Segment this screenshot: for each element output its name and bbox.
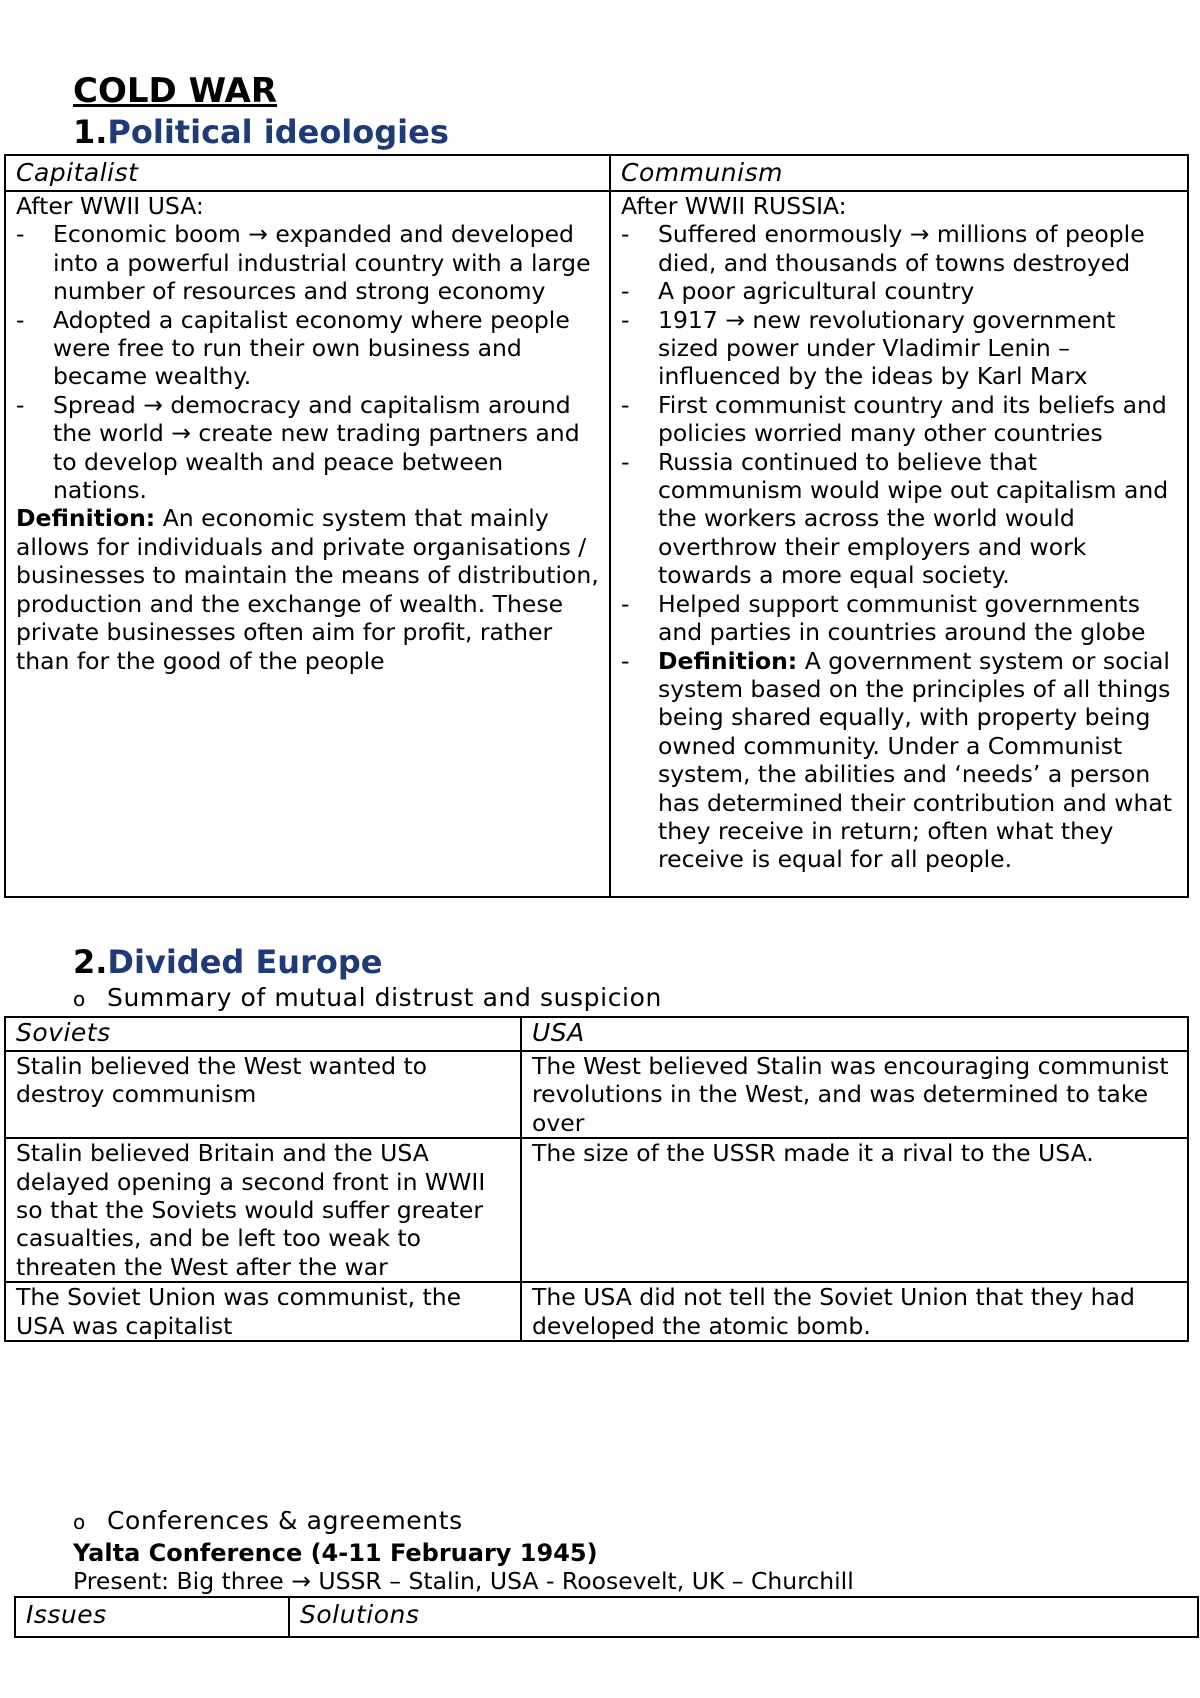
- communism-intro: After WWII RUSSIA:: [621, 192, 847, 220]
- list-item: - Spread → democracy and capitalism around the world → create new trading partners and to develop wealth and peace between nations.: [16, 391, 599, 505]
- usa-cell: The West believed Stalin was encouraging communist revolutions in the West, and was determined to take over: [521, 1051, 1188, 1138]
- bullet-distrust-text: Summary of mutual distrust and suspicion: [107, 983, 662, 1012]
- definition-text: A government system or social system based on the principles of all things being shared equally, with property being owned community. Under a Communist system, the abilities and ‘needs’ a person has determined their contribution and what they receive in return; often what they receive is equal for all people.: [658, 646, 1172, 874]
- table-row: [5, 1282, 1188, 1341]
- capitalist-intro: After WWII USA:: [16, 192, 204, 220]
- circle-bullet-icon: o: [73, 987, 86, 1011]
- capitalist-cell: [5, 191, 610, 897]
- soviets-cell: Stalin believed Britain and the USA delayed opening a second front in WWII so that the Soviets would suffer greater casualties, and be left too weak to threaten the West after the war: [5, 1138, 521, 1282]
- bullet-conferences: [73, 1506, 463, 1537]
- soviets-cell: The Soviet Union was communist, the USA was capitalist: [5, 1282, 521, 1341]
- section-1-heading: [73, 114, 449, 150]
- ideologies-header-row: [5, 155, 1188, 191]
- usa-cell: The USA did not tell the Soviet Union that they had developed the atomic bomb.: [521, 1282, 1188, 1341]
- section-1-number: 1.: [73, 113, 108, 151]
- section-2-heading: [73, 944, 382, 980]
- list-item: - Economic boom → expanded and developed into a powerful industrial country with a large number of resources and strong economy: [16, 220, 599, 305]
- bullet-distrust: [73, 983, 662, 1014]
- list-item: - 1917 → new revolutionary government sized power under Vladimir Lenin – influenced by the ideas by Karl Marx: [621, 306, 1177, 391]
- header-issues: Issues: [15, 1597, 289, 1637]
- definition-label: Definition:: [16, 504, 156, 533]
- table-row: [5, 1138, 1188, 1282]
- definition-label: Definition:: [658, 646, 798, 675]
- list-item: [621, 647, 1177, 874]
- circle-bullet-icon: o: [73, 1510, 86, 1534]
- list-item: - First communist country and its beliefs and policies worried many other countries: [621, 391, 1177, 448]
- yalta-header-row: [15, 1597, 1198, 1637]
- definition-text: An economic system that mainly allows for individuals and private organisations / businesses to maintain the means of distribution, production and the exchange of wealth. These private businesses often aim for profit, rather than for the good of the people: [16, 504, 599, 675]
- usa-cell: The size of the USSR made it a rival to the USA.: [521, 1138, 1188, 1282]
- capitalist-points: [16, 220, 599, 504]
- list-item: - Russia continued to believe that communism would wipe out capitalism and the workers across the world would overthrow their employers and work towards a more equal society.: [621, 448, 1177, 590]
- bullet-conferences-text: Conferences & agreements: [107, 1506, 463, 1535]
- yalta-table: [14, 1596, 1199, 1638]
- document-title: COLD WAR: [73, 71, 278, 111]
- section-1-title: Political ideologies: [107, 113, 449, 151]
- yalta-title: Yalta Conference (4-11 February 1945): [73, 1539, 598, 1567]
- header-capitalist: Capitalist: [5, 155, 610, 191]
- list-item: - Suffered enormously → millions of people died, and thousands of towns destroyed: [621, 220, 1177, 277]
- communism-points: [621, 220, 1177, 873]
- distrust-table: [4, 1016, 1189, 1342]
- yalta-present: Present: Big three → USSR – Stalin, USA - Roosevelt, UK – Churchill: [73, 1567, 854, 1595]
- section-2-title: Divided Europe: [107, 943, 383, 981]
- capitalist-definition: [16, 504, 599, 674]
- header-communism: Communism: [610, 155, 1188, 191]
- list-item: - Helped support communist governments and parties in countries around the globe: [621, 590, 1177, 647]
- list-item: - A poor agricultural country: [621, 277, 1177, 305]
- table-row: [5, 1051, 1188, 1138]
- communism-cell: [610, 191, 1188, 897]
- ideologies-table: [4, 154, 1189, 898]
- header-soviets: Soviets: [5, 1017, 521, 1051]
- soviets-cell: Stalin believed the West wanted to destroy communism: [5, 1051, 521, 1138]
- header-usa: USA: [521, 1017, 1188, 1051]
- ideologies-body-row: [5, 191, 1188, 897]
- list-item: - Adopted a capitalist economy where people were free to run their own business and became wealthy.: [16, 306, 599, 391]
- section-2-number: 2.: [73, 943, 108, 981]
- header-solutions: Solutions: [289, 1597, 1198, 1637]
- distrust-header-row: [5, 1017, 1188, 1051]
